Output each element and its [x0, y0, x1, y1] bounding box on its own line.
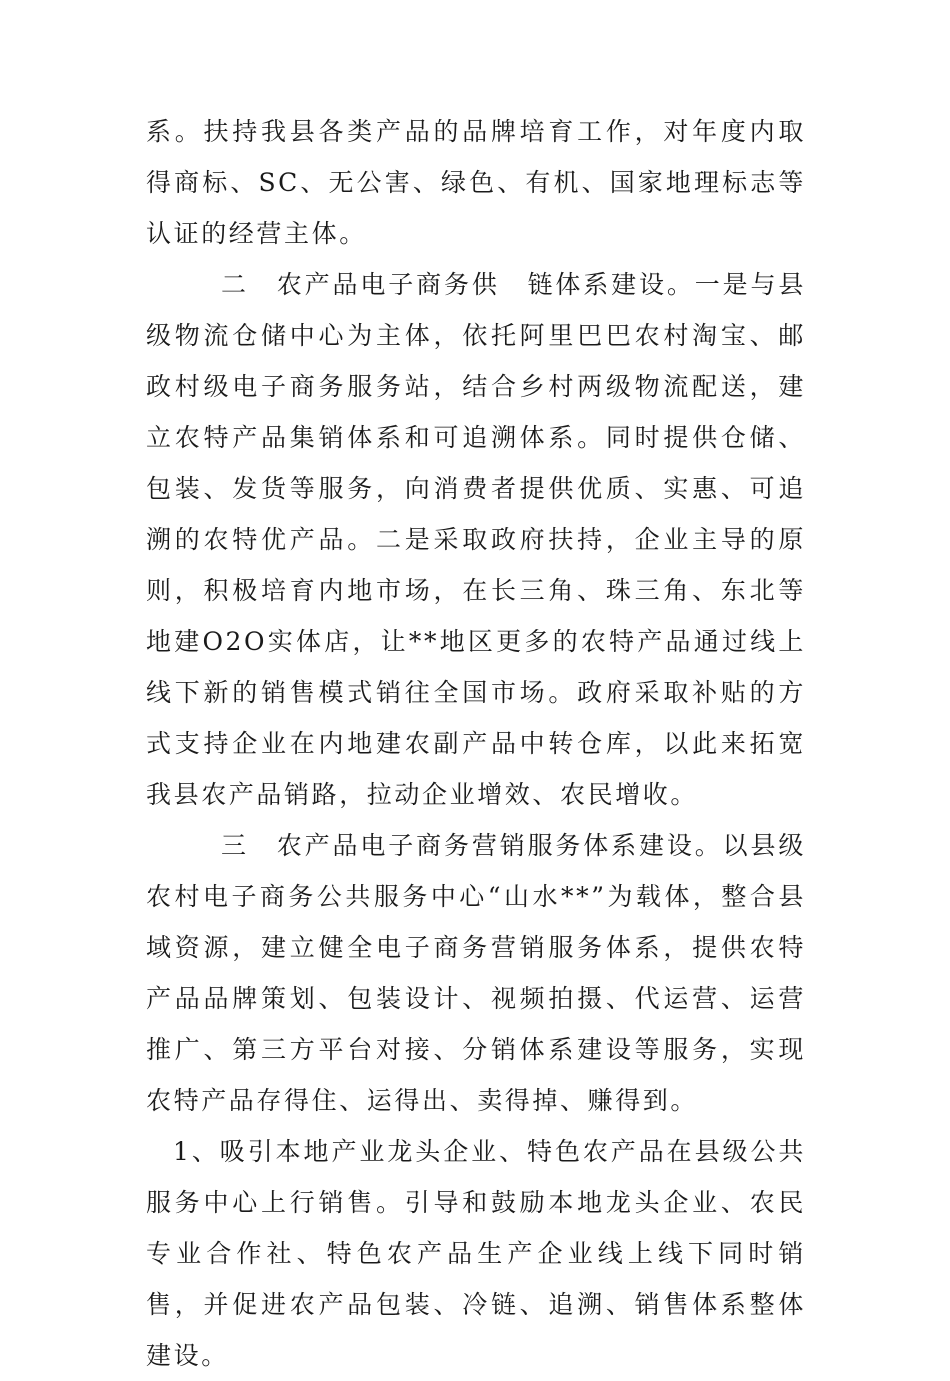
- paragraph-supply-chain-system: 二 农产品电子商务供 链体系建设。一是与县级物流仓储中心为主体，依托阿里巴巴农村淘宝、邮政村级电子商务服务站，结合乡村两级物流配送，建立农特产品集销体系和可追溯体系。同时提供仓储、包装、发货等服务，向消费者提供优质、实惠、可追溯的农特优产品。二是采取政府扶持，企业主导的原则，积极培育内地市场，在长三角、珠三角、东北等地建O2O实体店，让**地区更多的农特产品通过线上线下新的销售模式销往全国市场。政府采取补贴的方式支持企业在内地建农副产品中转仓库，以此来拓宽我县农产品销路，拉动企业增效、农民增收。: [146, 270, 806, 809]
- paragraph-brand-support-continuation: 系。扶持我县各类产品的品牌培育工作，对年度内取得商标、SC、无公害、绿色、有机、国家地理标志等认证的经营主体。: [146, 117, 806, 248]
- paragraph-marketing-service-system: 三 农产品电子商务营销服务体系建设。以县级农村电子商务公共服务中心“山水**”为载体，整合县域资源，建立健全电子商务营销服务体系，提供农特产品品牌策划、包装设计、视频拍摄、代运营、运营推广、第三方平台对接、分销体系建设等服务，实现农特产品存得住、运得出、卖得掉、赚得到。: [146, 831, 806, 1115]
- document-body: [146, 106, 806, 1381]
- paragraph-item-1: 1、吸引本地产业龙头企业、特色农产品在县级公共服务中心上行销售。引导和鼓励本地龙头企业、农民专业合作社、特色农产品生产企业线上线下同时销售，并促进农产品包装、冷链、追溯、销售体系整体建设。: [146, 1137, 806, 1370]
